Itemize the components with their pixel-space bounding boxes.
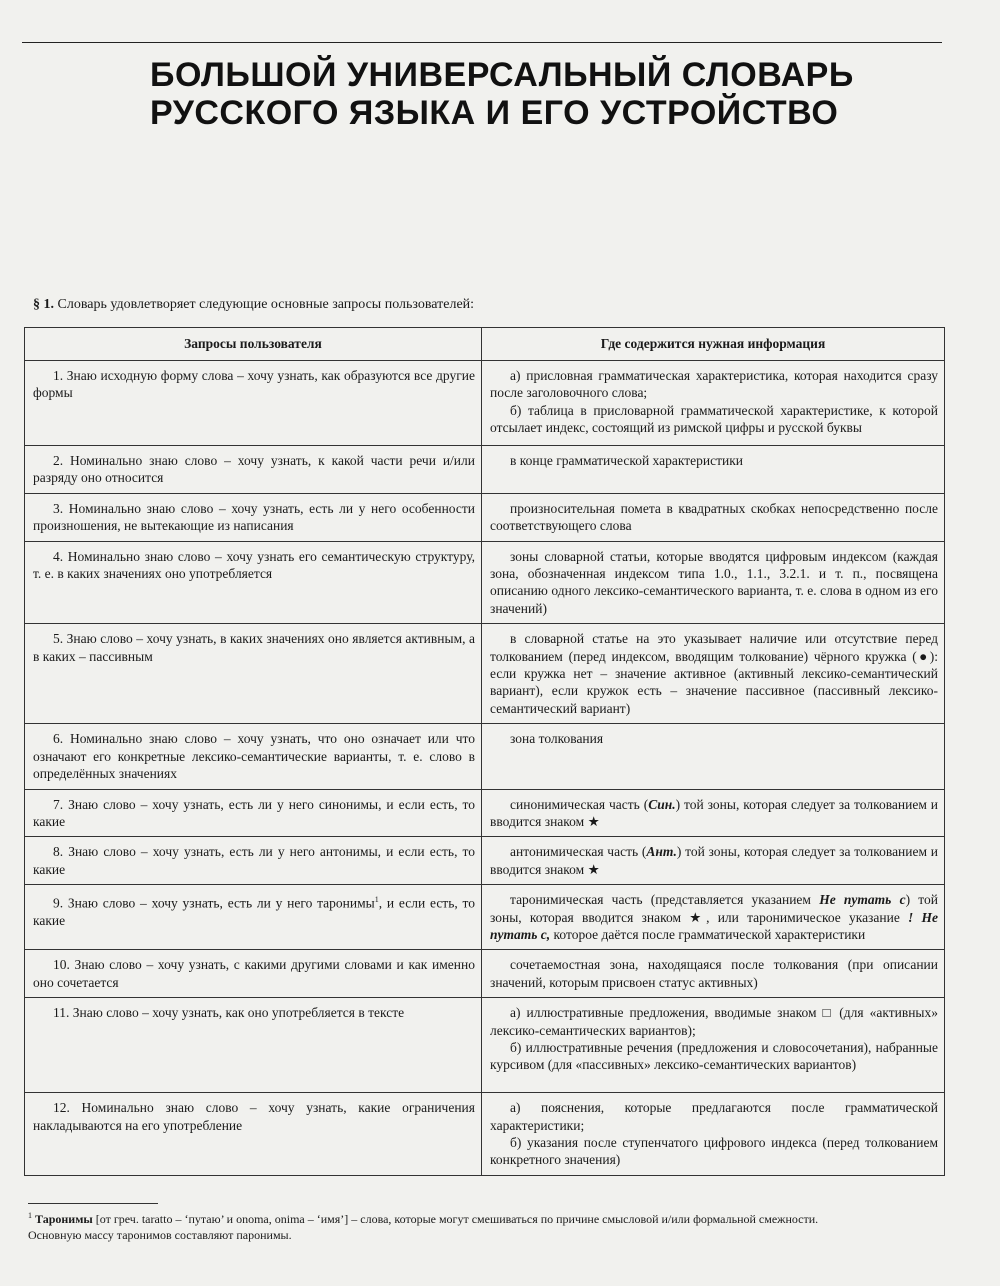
answer-cell: а) присловная грамматическая характеристика, которая находится сразу после заголовочного слова; б) таблица в присловарной грамматической характеристике, к которой отсылает индекс, состоящий из римской цифры и русской буквы xyxy=(482,361,945,446)
footnote-ref[interactable]: 1 xyxy=(374,895,379,905)
table-header-row xyxy=(25,328,945,361)
answer-cell: зоны словарной статьи, которые вводятся цифровым индексом (каждая зона, обозначенная индексом типа 1.0., 1.1., 3.2.1. и т. п., посвящена описанию одного лексико-семантического варианта, т. е. слова в одном из его значений) xyxy=(482,541,945,624)
table-row xyxy=(25,624,945,724)
request-cell: 1. Знаю исходную форму слова – хочу узнать, как образуются все другие формы xyxy=(25,361,482,446)
request-cell: 11. Знаю слово – хочу узнать, как оно употребляется в тексте xyxy=(25,998,482,1093)
answer-cell: а) иллюстративные предложения, вводимые знаком □ (для «активных» лексико-семантических вариантов); б) иллюстративные речения (предложения и словосочетания), набранные курсивом (для «пассивных» лексико-семантических вариантов) xyxy=(482,998,945,1093)
answer-cell: сочетаемостная зона, находящаяся после толкования (при описании значений, которым присвоен статус активных) xyxy=(482,950,945,998)
title-line-1: БОЛЬШОЙ УНИВЕРСАЛЬНЫЙ СЛОВАРЬ xyxy=(150,56,854,94)
footnote-text: [от греч. taratto – ‘путаю’ и onoma, onima – ‘имя’] – слова, которые могут смешиваться по причине смысловой и/или формальной смежности. xyxy=(92,1212,819,1226)
table-row xyxy=(25,446,945,494)
footnote-line-2: Основную массу таронимов составляют паронимы. xyxy=(28,1228,292,1242)
table-row xyxy=(25,789,945,837)
request-cell: 12. Номинально знаю слово – хочу узнать, какие ограничения накладываются на его употребление xyxy=(25,1093,482,1176)
table-row xyxy=(25,837,945,885)
requests-table xyxy=(24,327,945,1176)
table-row xyxy=(25,1093,945,1176)
answer-cell: в конце грамматической характеристики xyxy=(482,446,945,494)
request-cell: 3. Номинально знаю слово – хочу узнать, есть ли у него особенности произношения, не вытекающие из написания xyxy=(25,493,482,541)
intro-text: Словарь удовлетворяет следующие основные запросы пользователей: xyxy=(57,297,475,312)
answer-cell: синонимическая часть (Син.) той зоны, которая следует за толкованием и вводится знаком ★ xyxy=(482,789,945,837)
table-row xyxy=(25,724,945,789)
answer-cell: зона толкования xyxy=(482,724,945,789)
request-cell: 2. Номинально знаю слово – хочу узнать, к какой части речи и/или разряду оно относится xyxy=(25,446,482,494)
answer-cell: произносительная помета в квадратных скобках непосредственно после соответствующего слова xyxy=(482,493,945,541)
table-row xyxy=(25,998,945,1093)
table-row xyxy=(25,885,945,950)
section-intro xyxy=(33,296,963,314)
header-location: Где содержится нужная информация xyxy=(482,328,945,361)
footnote-term: Таронимы xyxy=(35,1212,93,1226)
table-row xyxy=(25,493,945,541)
footnote-divider xyxy=(28,1203,158,1204)
answer-cell: антонимическая часть (Ант.) той зоны, которая следует за толкованием и вводится знаком ★ xyxy=(482,837,945,885)
table-row xyxy=(25,541,945,624)
request-cell: 7. Знаю слово – хочу узнать, есть ли у него синонимы, и если есть, то какие xyxy=(25,789,482,837)
table-row xyxy=(25,950,945,998)
top-rule xyxy=(22,42,942,43)
request-cell: 9. Знаю слово – хочу узнать, есть ли у него таронимы$^1$, и если есть, то какие xyxy=(25,885,482,950)
request-cell: 4. Номинально знаю слово – хочу узнать его семантическую структуру, т. е. в каких значениях оно употребляется xyxy=(25,541,482,624)
section-mark: § 1. xyxy=(33,297,54,312)
answer-cell: таронимическая часть (представляется указанием Не путать с) той зоны, которая вводится знаком ★, или таронимическое указание ! Не путать с, которое даётся после грамматической характеристики xyxy=(482,885,945,950)
request-cell: 10. Знаю слово – хочу узнать, с какими другими словами и как именно оно сочетается xyxy=(25,950,482,998)
answer-cell: а) пояснения, которые предлагаются после грамматической характеристики; б) указания после ступенчатого цифрового индекса (перед толкованием конкретного значения) xyxy=(482,1093,945,1176)
footnote-mark: 1 xyxy=(28,1211,32,1220)
header-requests: Запросы пользователя xyxy=(25,328,482,361)
request-cell: 8. Знаю слово – хочу узнать, есть ли у него антонимы, и если есть, то какие xyxy=(25,837,482,885)
title-line-2: РУССКОГО ЯЗЫКА И ЕГО УСТРОЙСТВО xyxy=(150,94,839,132)
footnote xyxy=(28,1208,958,1243)
answer-cell: в словарной статье на это указывает наличие или отсутствие перед толкованием (перед индексом, вводящим толкование) чёрного кружка (●): если кружка нет – значение активное (активный лексико-семантический вариант), если кружок есть – значение пассивное (пассивный лексико-семантический вариант) xyxy=(482,624,945,724)
request-cell: 5. Знаю слово – хочу узнать, в каких значениях оно является активным, а в каких – пассивным xyxy=(25,624,482,724)
table-row xyxy=(25,361,945,446)
request-cell: 6. Номинально знаю слово – хочу узнать, что оно означает или что означают его конкретные лексико-семантические варианты, т. е. слово в определённых значениях xyxy=(25,724,482,789)
page-title xyxy=(150,56,950,132)
